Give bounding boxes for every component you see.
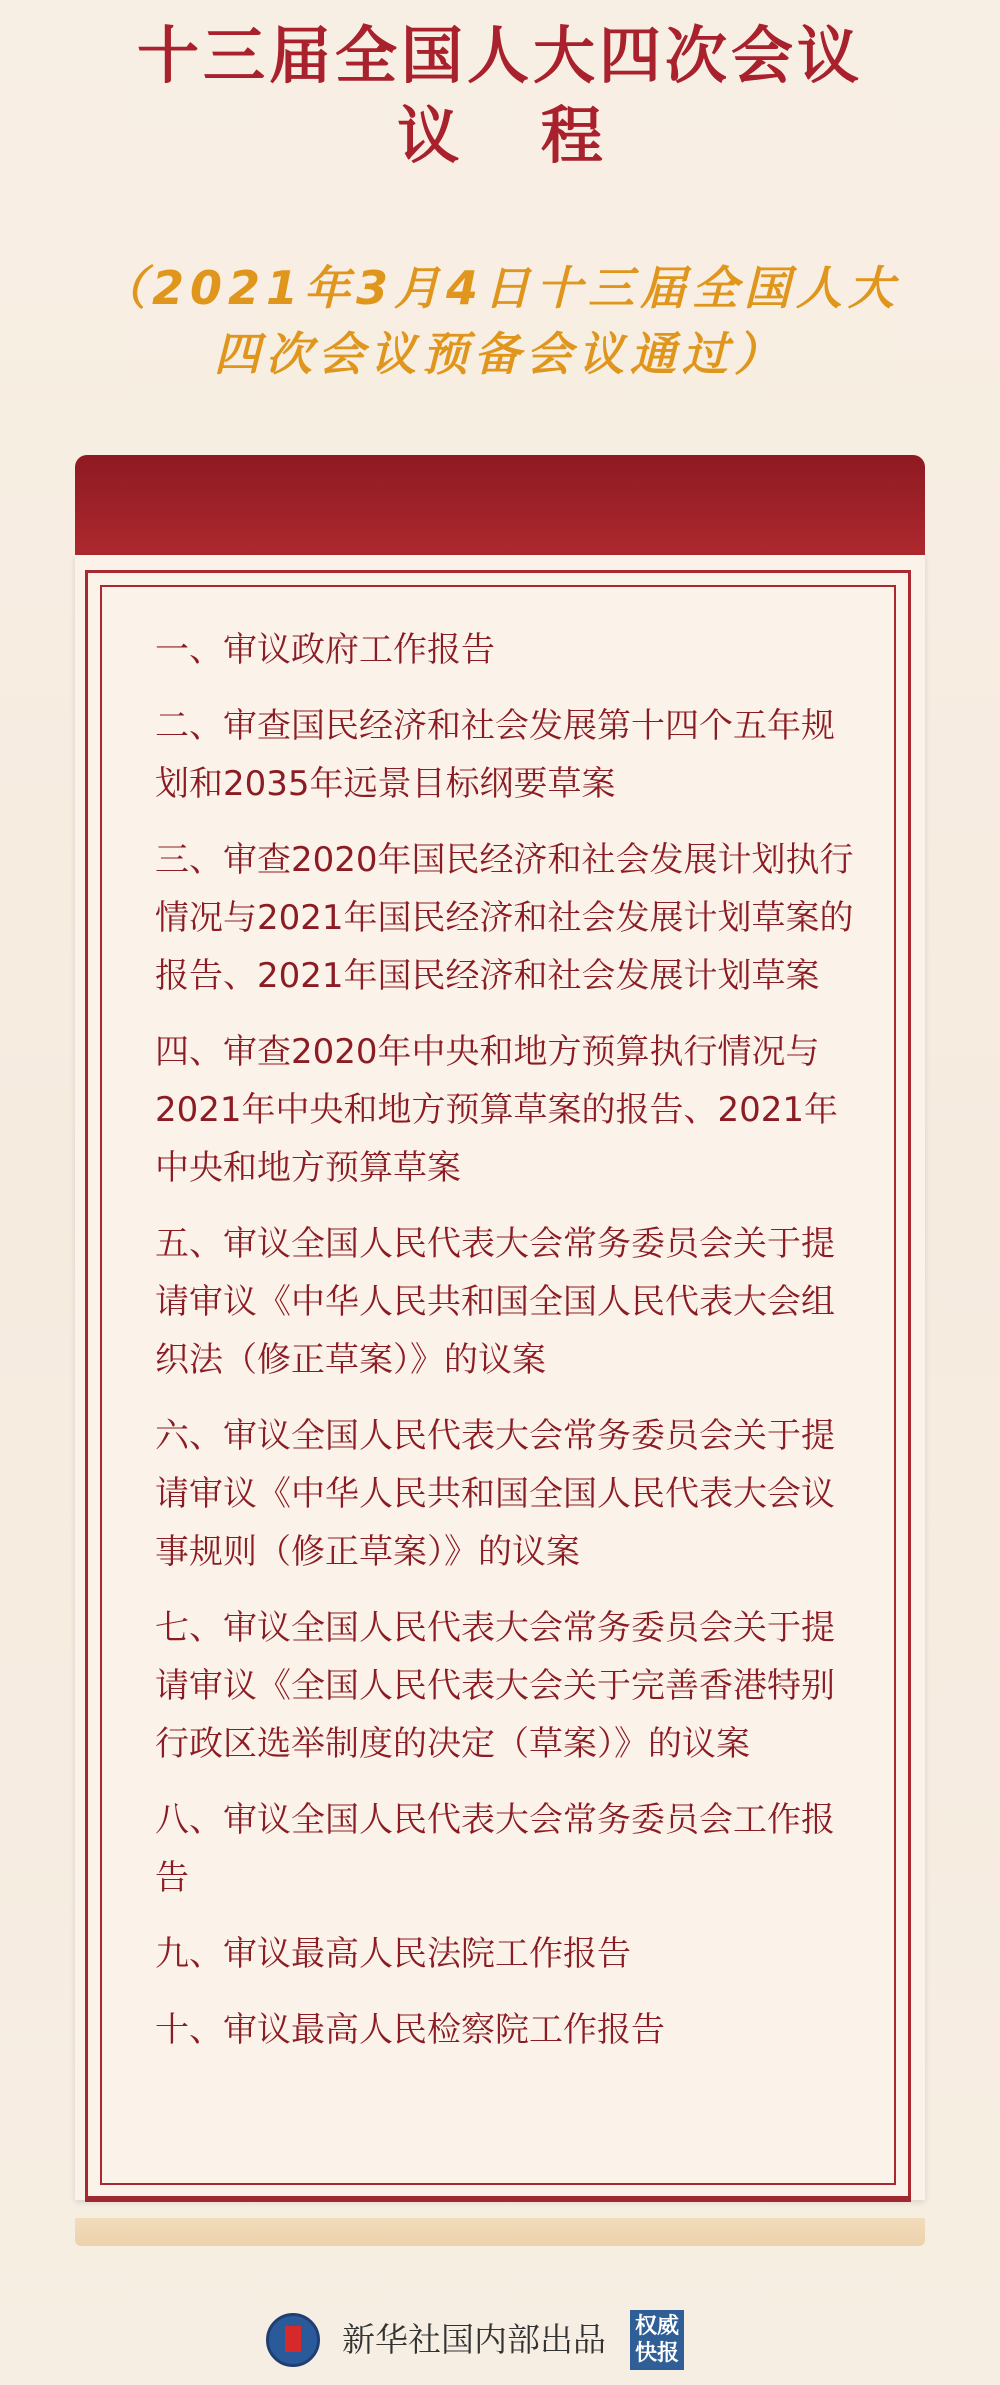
agenda-list [155, 621, 855, 2077]
xinhua-logo-icon [266, 2313, 320, 2367]
page-title: 十三届全国人大四次会议 [136, 19, 863, 92]
agenda-item: 一、审议政府工作报告 [155, 630, 495, 670]
card-header-band [75, 455, 925, 565]
agenda-item: 八、审议全国人民代表大会常务委员会工作报告 [155, 1800, 835, 1898]
footer-credit: 新华社国内部出品 [342, 2320, 606, 2359]
agenda-item: 六、审议全国人民代表大会常务委员会关于提请审议《中华人民共和国全国人民代表大会议事规则（修正草案）》的议案 [155, 1416, 835, 1572]
agenda-item: 五、审议全国人民代表大会常务委员会关于提请审议《中华人民共和国全国人民代表大会组织法（修正草案）》的议案 [155, 1224, 835, 1380]
agenda-item: 四、审查2020年中央和地方预算执行情况与2021年中央和地方预算草案的报告、2021年中央和地方预算草案 [155, 1032, 839, 1188]
stamp-line2: 快报 [634, 2341, 679, 2366]
agenda-item: 七、审议全国人民代表大会常务委员会关于提请审议《全国人民代表大会关于完善香港特别行政区选举制度的决定（草案）》的议案 [155, 1608, 835, 1764]
agenda-item: 九、审议最高人民法院工作报告 [155, 1934, 631, 1974]
stamp-line1: 权威 [634, 2314, 679, 2339]
agenda-item: 三、审查2020年国民经济和社会发展计划执行情况与2021年国民经济和社会发展计划草案的报告、2021年国民经济和社会发展计划草案 [155, 840, 854, 996]
subtitle-line2: 四次会议预备会议通过） [214, 327, 786, 381]
scroll-bottom-strip [75, 2218, 925, 2246]
agenda-item: 十、审议最高人民检察院工作报告 [155, 2010, 665, 2050]
subtitle-line1: （2021年3月4日十三届全国人大 [99, 261, 901, 315]
agenda-item: 二、审查国民经济和社会发展第十四个五年规划和2035年远景目标纲要草案 [155, 706, 835, 804]
authority-stamp [630, 2310, 684, 2370]
card-bottom-divider [85, 2196, 911, 2202]
page-title-agenda: 议 程 [397, 99, 603, 172]
